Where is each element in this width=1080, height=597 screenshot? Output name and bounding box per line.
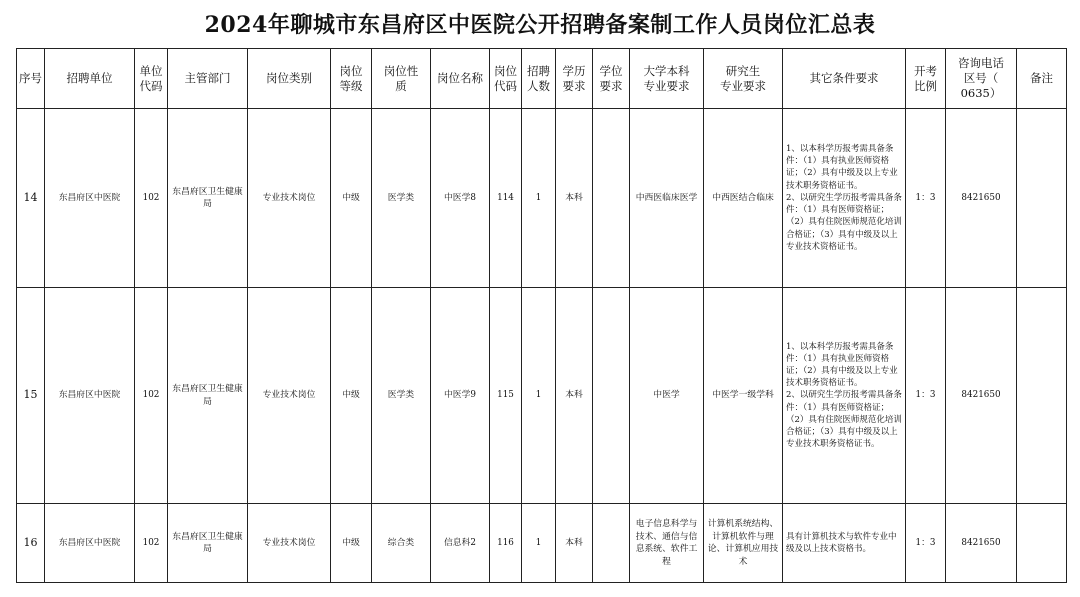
cell-remark <box>1017 288 1067 504</box>
cell-degree <box>593 504 630 583</box>
header-phone: 咨询电话 区号（ 0635） <box>946 49 1017 109</box>
header-degree: 学位 要求 <box>593 49 630 109</box>
cell-degree <box>593 288 630 504</box>
cell-unit: 东昌府区中医院 <box>45 288 135 504</box>
header-grad-major: 研究生 专业要求 <box>704 49 783 109</box>
cell-remark <box>1017 504 1067 583</box>
cell-dept: 东昌府区卫生健康局 <box>168 109 248 288</box>
cell-grad-major: 中医学一级学科 <box>704 288 783 504</box>
header-education: 学历 要求 <box>556 49 593 109</box>
cell-phone: 8421650 <box>946 504 1017 583</box>
table-row <box>17 288 1067 504</box>
cell-phone: 8421650 <box>946 288 1017 504</box>
header-unit: 招聘单位 <box>45 49 135 109</box>
header-nature: 岗位性 质 <box>372 49 431 109</box>
cell-education: 本科 <box>556 504 593 583</box>
cell-level: 中级 <box>331 109 372 288</box>
cell-category: 专业技术岗位 <box>248 288 331 504</box>
cell-remark <box>1017 109 1067 288</box>
cell-other: 1、以本科学历报考需具备条件：（1）具有执业医师资格证；（2）具有中级及以上专业技术职务资格证书。 2、以研究生学历报考需具备条件：（1）具有医师资格证；（2）具有住院医师规范化培训合格证；（3）具有中级及以上专业技术资格证书。 <box>783 109 906 288</box>
cell-count: 1 <box>522 288 556 504</box>
cell-phone: 8421650 <box>946 109 1017 288</box>
cell-post-code: 116 <box>490 504 522 583</box>
cell-ratio: 1：3 <box>906 504 946 583</box>
header-category: 岗位类别 <box>248 49 331 109</box>
cell-ratio: 1：3 <box>906 288 946 504</box>
cell-other: 1、以本科学历报考需具备条件：（1）具有执业医师资格证；（2）具有中级及以上专业技术职务资格证书。 2、以研究生学历报考需具备条件：（1）具有医师资格证；（2）具有住院医师规范化培训合格证；（3）具有中级及以上专业技术职务资格证书。 <box>783 288 906 504</box>
table-row <box>17 109 1067 288</box>
cell-nature: 综合类 <box>372 504 431 583</box>
header-row <box>17 49 1067 109</box>
cell-degree <box>593 109 630 288</box>
header-ratio: 开考 比例 <box>906 49 946 109</box>
cell-unit: 东昌府区中医院 <box>45 109 135 288</box>
header-unit-code: 单位 代码 <box>135 49 168 109</box>
cell-undergrad-major: 中医学 <box>630 288 704 504</box>
header-other: 其它条件要求 <box>783 49 906 109</box>
cell-post-code: 115 <box>490 288 522 504</box>
cell-post-name: 中医学8 <box>431 109 490 288</box>
header-count: 招聘 人数 <box>522 49 556 109</box>
cell-unit-code: 102 <box>135 288 168 504</box>
cell-unit: 东昌府区中医院 <box>45 504 135 583</box>
cell-category: 专业技术岗位 <box>248 504 331 583</box>
cell-post-code: 114 <box>490 109 522 288</box>
cell-category: 专业技术岗位 <box>248 109 331 288</box>
header-dept: 主管部门 <box>168 49 248 109</box>
cell-dept: 东昌府区卫生健康局 <box>168 288 248 504</box>
header-remark: 备注 <box>1017 49 1067 109</box>
cell-seq: 16 <box>17 504 45 583</box>
cell-undergrad-major: 电子信息科学与技术、通信与信息系统、软件工程 <box>630 504 704 583</box>
cell-other: 具有计算机技术与软件专业中级及以上技术资格书。 <box>783 504 906 583</box>
cell-grad-major: 计算机系统结构、计算机软件与理论、计算机应用技术 <box>704 504 783 583</box>
cell-dept: 东昌府区卫生健康局 <box>168 504 248 583</box>
cell-post-name: 中医学9 <box>431 288 490 504</box>
cell-ratio: 1：3 <box>906 109 946 288</box>
cell-nature: 医学类 <box>372 288 431 504</box>
cell-seq: 15 <box>17 288 45 504</box>
header-post-code: 岗位 代码 <box>490 49 522 109</box>
cell-level: 中级 <box>331 288 372 504</box>
cell-unit-code: 102 <box>135 504 168 583</box>
cell-count: 1 <box>522 109 556 288</box>
cell-nature: 医学类 <box>372 109 431 288</box>
header-seq: 序号 <box>17 49 45 109</box>
header-undergrad-major: 大学本科 专业要求 <box>630 49 704 109</box>
cell-undergrad-major: 中西医临床医学 <box>630 109 704 288</box>
positions-table <box>16 48 1067 583</box>
cell-unit-code: 102 <box>135 109 168 288</box>
cell-post-name: 信息科2 <box>431 504 490 583</box>
cell-count: 1 <box>522 504 556 583</box>
cell-education: 本科 <box>556 288 593 504</box>
table-row <box>17 504 1067 583</box>
page-title: 2024年聊城市东昌府区中医院公开招聘备案制工作人员岗位汇总表 <box>204 12 876 38</box>
header-post-name: 岗位名称 <box>431 49 490 109</box>
cell-level: 中级 <box>331 504 372 583</box>
header-level: 岗位 等级 <box>331 49 372 109</box>
cell-seq: 14 <box>17 109 45 288</box>
cell-education: 本科 <box>556 109 593 288</box>
cell-grad-major: 中西医结合临床 <box>704 109 783 288</box>
